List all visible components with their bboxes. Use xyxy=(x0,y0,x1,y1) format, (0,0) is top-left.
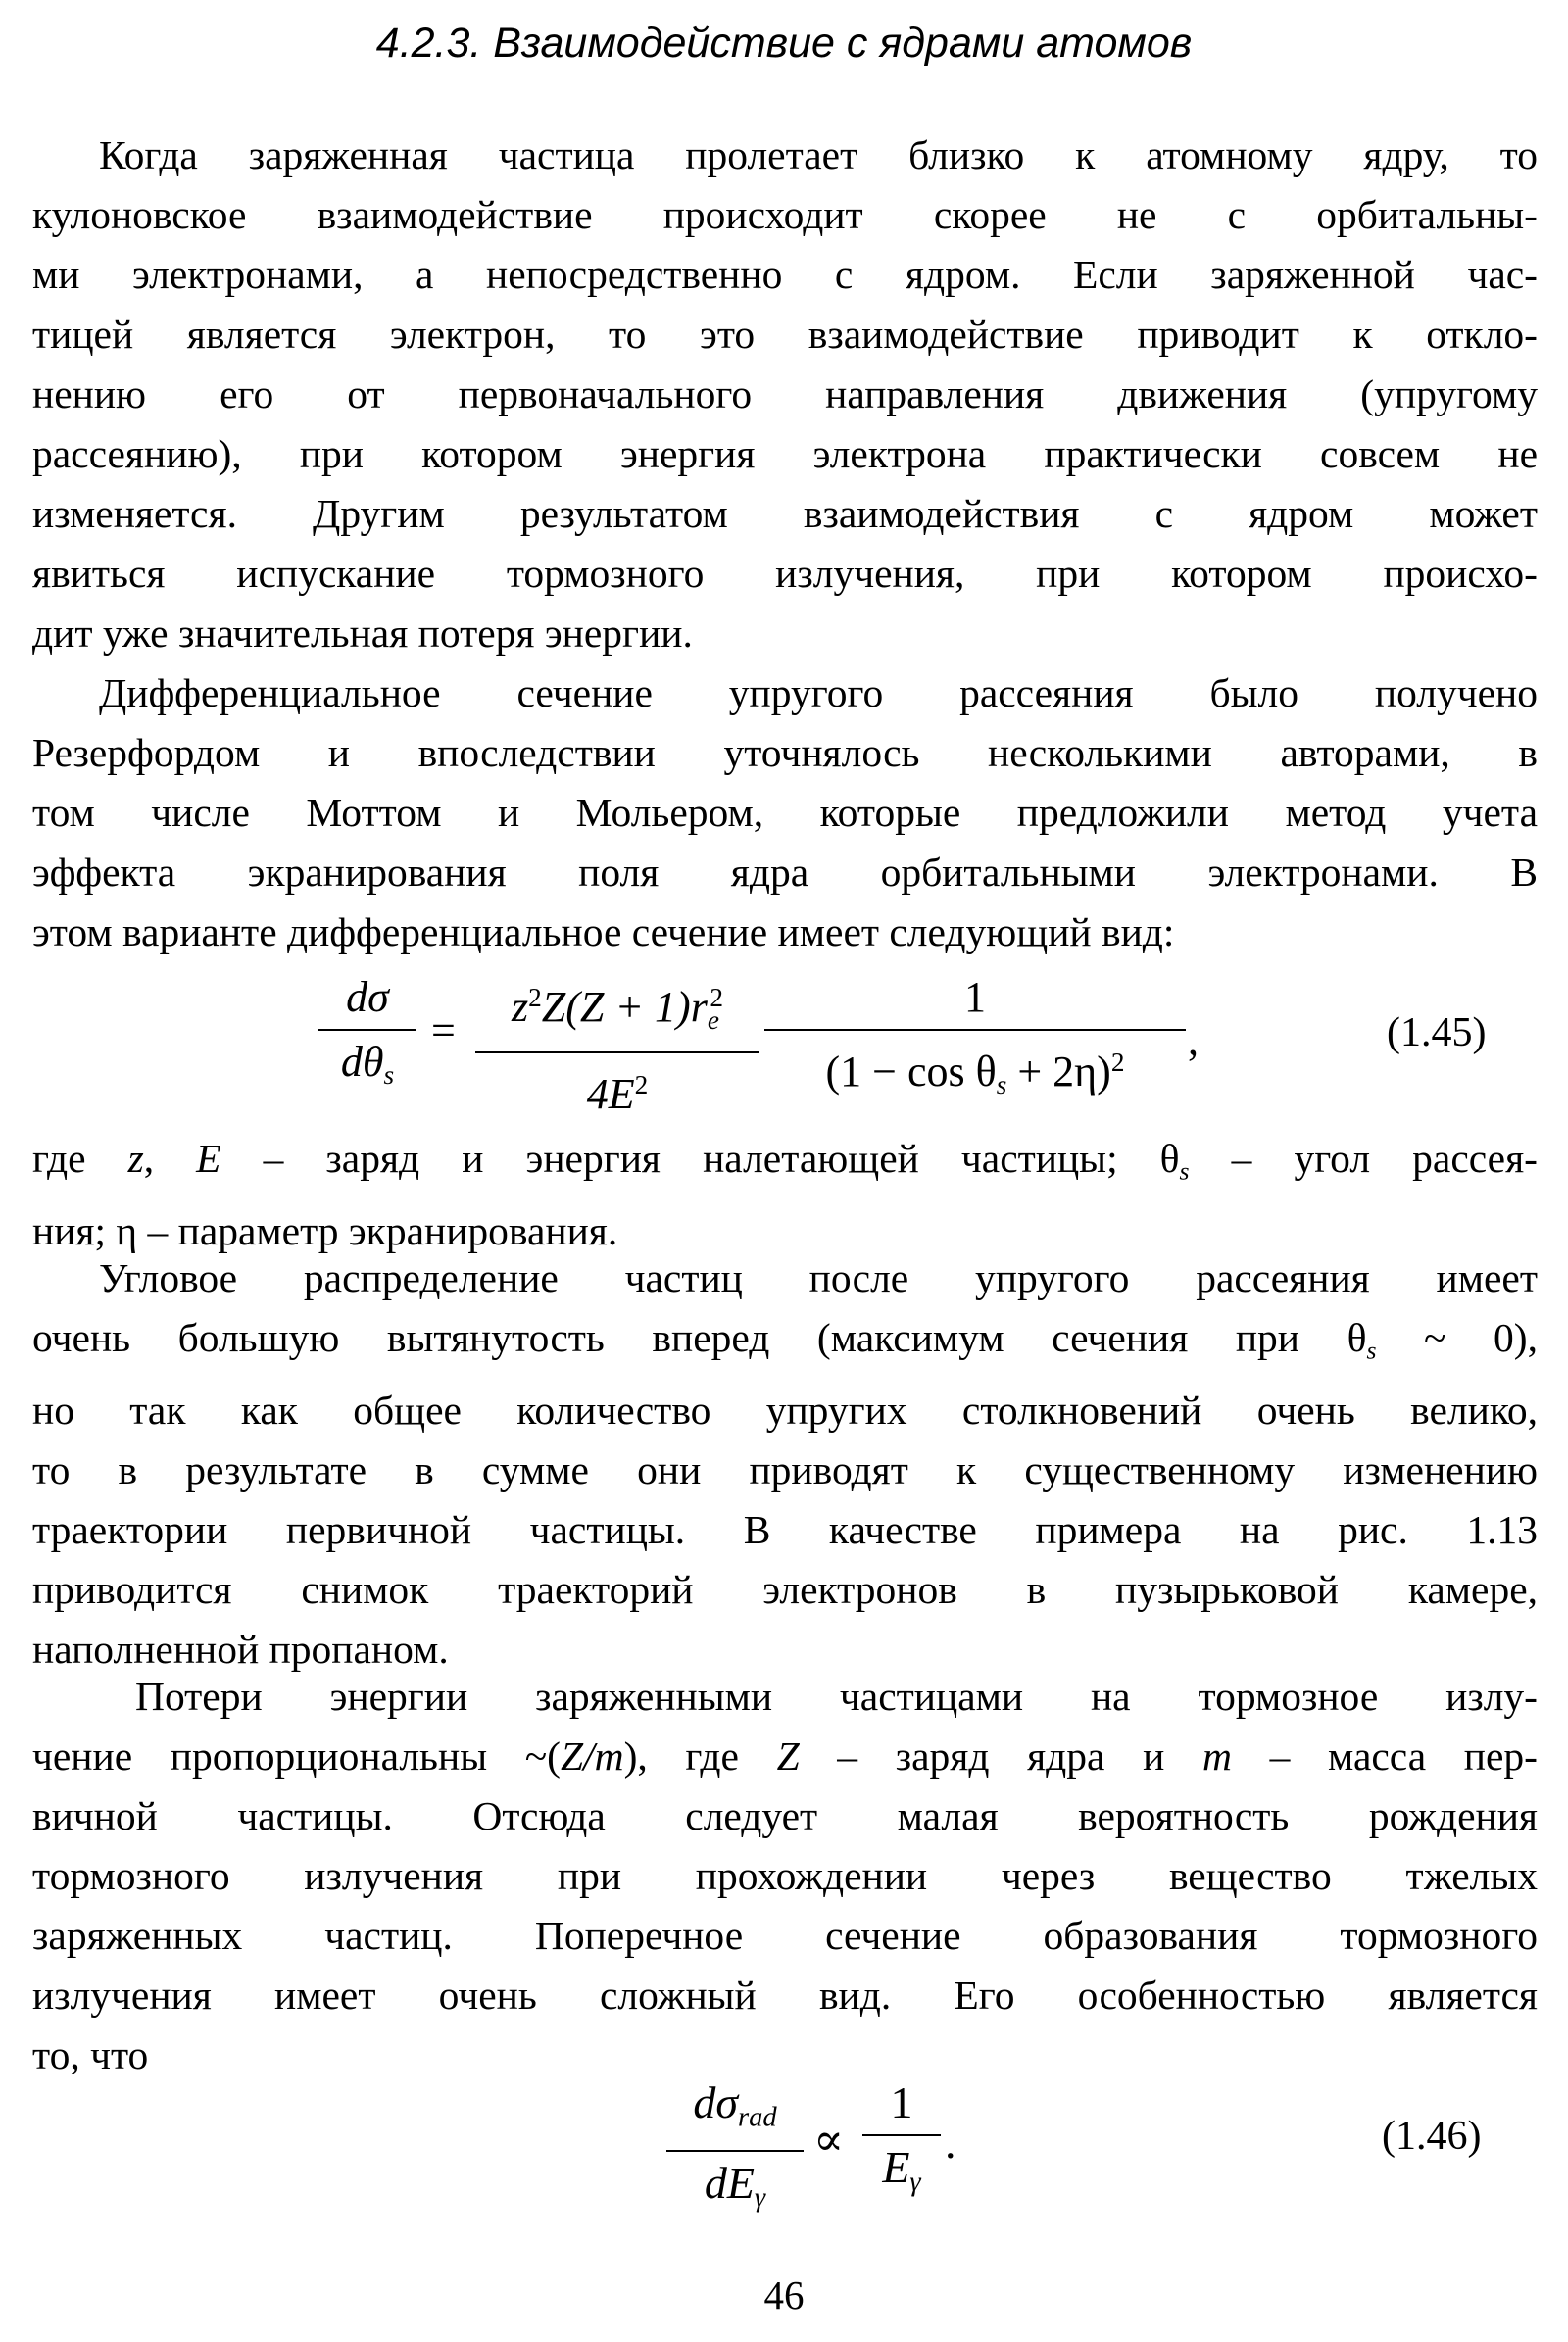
eq2-rhs-numerator: 1 xyxy=(890,2077,913,2127)
paragraph-3 xyxy=(32,1129,1538,1261)
text-line: изменяется. Другим результатом взаимодействия с ядром может xyxy=(32,491,1538,536)
eq2-lhs-numerator-subscript: rad xyxy=(738,2102,777,2133)
eq1-middle-num-sup2: 2 xyxy=(710,983,724,1012)
fraction-bar xyxy=(475,1051,760,1053)
paragraph-2 xyxy=(32,663,1538,962)
text-line: нению его от первоначального направления движения (упругому xyxy=(32,371,1538,416)
text-line: рассеянию), при котором энергия электрона практически совсем не xyxy=(32,431,1538,476)
eq1-middle-num-a: z xyxy=(511,983,529,1031)
text-line: тицей является электрон, то это взаимодействие приводит к откло- xyxy=(32,312,1538,357)
eq1-right-den-sup: 2 xyxy=(1110,1048,1125,1077)
text-line: излучения имеет очень сложный вид. Его особенностью является xyxy=(32,1973,1538,2018)
text-line: эффекта экранирования поля ядра орбитальными электронами. В xyxy=(32,850,1538,895)
eq2-lhs-fraction xyxy=(666,2074,804,2227)
eq1-right-fraction xyxy=(764,968,1186,1114)
equation-1-45 xyxy=(294,968,1568,1119)
eq2-lhs-denominator: dE xyxy=(704,2157,755,2208)
text-fragment: – угол рассея- xyxy=(1189,1136,1538,1181)
symbol-Z-over-m: Z/m xyxy=(561,1733,624,1779)
text-line: Угловое распределение частиц после упругого рассеяния имеет xyxy=(99,1255,1538,1300)
eq2-period: . xyxy=(945,2118,956,2168)
symbol-Z: Z xyxy=(776,1733,800,1779)
text-fragment: ), где xyxy=(623,1733,777,1779)
text-line: приводится снимок траекторий электронов в пузырьковой камере, xyxy=(32,1566,1538,1612)
eq1-right-den-a: (1 − cos θ xyxy=(825,1048,997,1096)
fraction-bar xyxy=(318,1029,416,1031)
text-line: заряженных частиц. Поперечное сечение образования тормозного xyxy=(32,1913,1538,1958)
text-line: Когда заряженная частица пролетает близко к атомному ядру, то xyxy=(99,132,1538,177)
equation-number-1-45: (1.45) xyxy=(1387,1010,1487,1055)
text-fragment: ~ 0), xyxy=(1376,1315,1538,1360)
text-line: том числе Моттом и Мольером, которые предложили метод учета xyxy=(32,790,1538,835)
eq1-lhs-denominator: dθ xyxy=(340,1038,384,1086)
text-fragment: , xyxy=(143,1136,197,1181)
equation-number-1-46: (1.46) xyxy=(1382,2114,1482,2159)
eq1-comma: , xyxy=(1188,1016,1199,1064)
text-line: ния; η – параметр экранирования. xyxy=(32,1207,618,1253)
fraction-bar xyxy=(666,2150,804,2152)
subscript-s: s xyxy=(1366,1336,1377,1365)
text-line: Дифференциальное сечение упругого рассеяния было получено xyxy=(99,670,1538,715)
text-line: наполненной пропаном. xyxy=(32,1626,449,1672)
text-fragment: очень большую вытянутость вперед (максимум сечения при θ xyxy=(32,1315,1367,1360)
eq1-middle-den-sup: 2 xyxy=(634,1070,649,1100)
text-line: тормозного излучения при прохождении через вещество тжелых xyxy=(32,1853,1538,1898)
fraction-bar xyxy=(862,2134,941,2136)
eq1-middle-fraction xyxy=(475,968,760,1124)
text-line: кулоновское взаимодействие происходит скорее не с орбитальны- xyxy=(32,192,1538,237)
text-line: явиться испускание тормозного излучения, при котором происхо- xyxy=(32,551,1538,596)
text-fragment: – заряд и энергия налетающей частицы; θ xyxy=(220,1136,1180,1181)
equation-1-46 xyxy=(666,2074,1568,2220)
eq1-lhs-numerator: dσ xyxy=(346,973,389,1021)
eq2-lhs-denominator-subscript: γ xyxy=(754,2182,766,2214)
eq1-middle-num-b: Z(Z + 1)r xyxy=(541,983,708,1031)
proportional-sign: ∝ xyxy=(813,2115,845,2165)
text-fragment: где xyxy=(32,1136,128,1181)
eq1-right-den-b: + 2η) xyxy=(1006,1048,1111,1096)
eq1-lhs-denominator-subscript: s xyxy=(383,1060,395,1091)
eq1-middle-num-sup: 2 xyxy=(528,983,542,1012)
eq1-middle-num-sub: e xyxy=(707,1005,719,1036)
symbol-E: E xyxy=(196,1136,221,1181)
paragraph-5 xyxy=(32,1667,1538,2085)
eq1-middle-den: 4E xyxy=(586,1070,635,1119)
eq2-rhs-denominator-subscript: γ xyxy=(909,2167,921,2198)
text-line: дит уже значительная потеря энергии. xyxy=(32,610,693,656)
page-number: 46 xyxy=(763,2272,805,2318)
text-fragment: – масса пер- xyxy=(1231,1733,1538,1779)
eq1-lhs-fraction xyxy=(318,968,416,1104)
text-line: ми электронами, а непосредственно с ядром. Если заряженной час- xyxy=(32,252,1538,297)
text-line: то в результате в сумме они приводят к существенному изменению xyxy=(32,1446,1538,1492)
eq2-rhs-denominator: E xyxy=(882,2142,910,2192)
symbol-z: z xyxy=(127,1136,144,1181)
symbol-m: m xyxy=(1201,1733,1232,1779)
text-line: вичной частицы. Отсюда следует малая вероятность рождения xyxy=(32,1793,1538,1838)
section-heading: 4.2.3. Взаимодействие с ядрами атомов xyxy=(375,20,1193,67)
eq1-right-den-sub: s xyxy=(996,1070,1007,1100)
text-line xyxy=(32,1727,1538,1786)
text-line xyxy=(32,1129,1538,1201)
text-line: то, что xyxy=(32,2032,149,2077)
text-line: этом варианте дифференциальное сечение имеет следующий вид: xyxy=(32,909,1175,954)
subscript-s: s xyxy=(1179,1156,1190,1186)
eq1-right-numerator: 1 xyxy=(964,973,986,1021)
eq2-rhs-fraction xyxy=(862,2074,941,2213)
text-line: траектории первичной частицы. В качестве примера на рис. 1.13 xyxy=(32,1506,1538,1552)
fraction-bar xyxy=(764,1029,1186,1031)
text-line: Потери энергии заряженными частицами на тормозное излу- xyxy=(135,1674,1538,1719)
text-line xyxy=(32,1308,1538,1381)
paragraph-4 xyxy=(32,1248,1538,1680)
text-line: но так как общее количество упругих столкновений очень велико, xyxy=(32,1387,1538,1433)
paragraph-1 xyxy=(32,125,1538,663)
text-fragment: – заряд ядра и xyxy=(799,1733,1202,1779)
eq1-equals-sign: = xyxy=(431,1006,456,1054)
eq2-lhs-numerator: dσ xyxy=(693,2077,739,2127)
text-line: Резерфордом и впоследствии уточнялось несколькими авторами, в xyxy=(32,730,1538,775)
text-fragment: чение пропорциональны ~( xyxy=(32,1733,561,1779)
